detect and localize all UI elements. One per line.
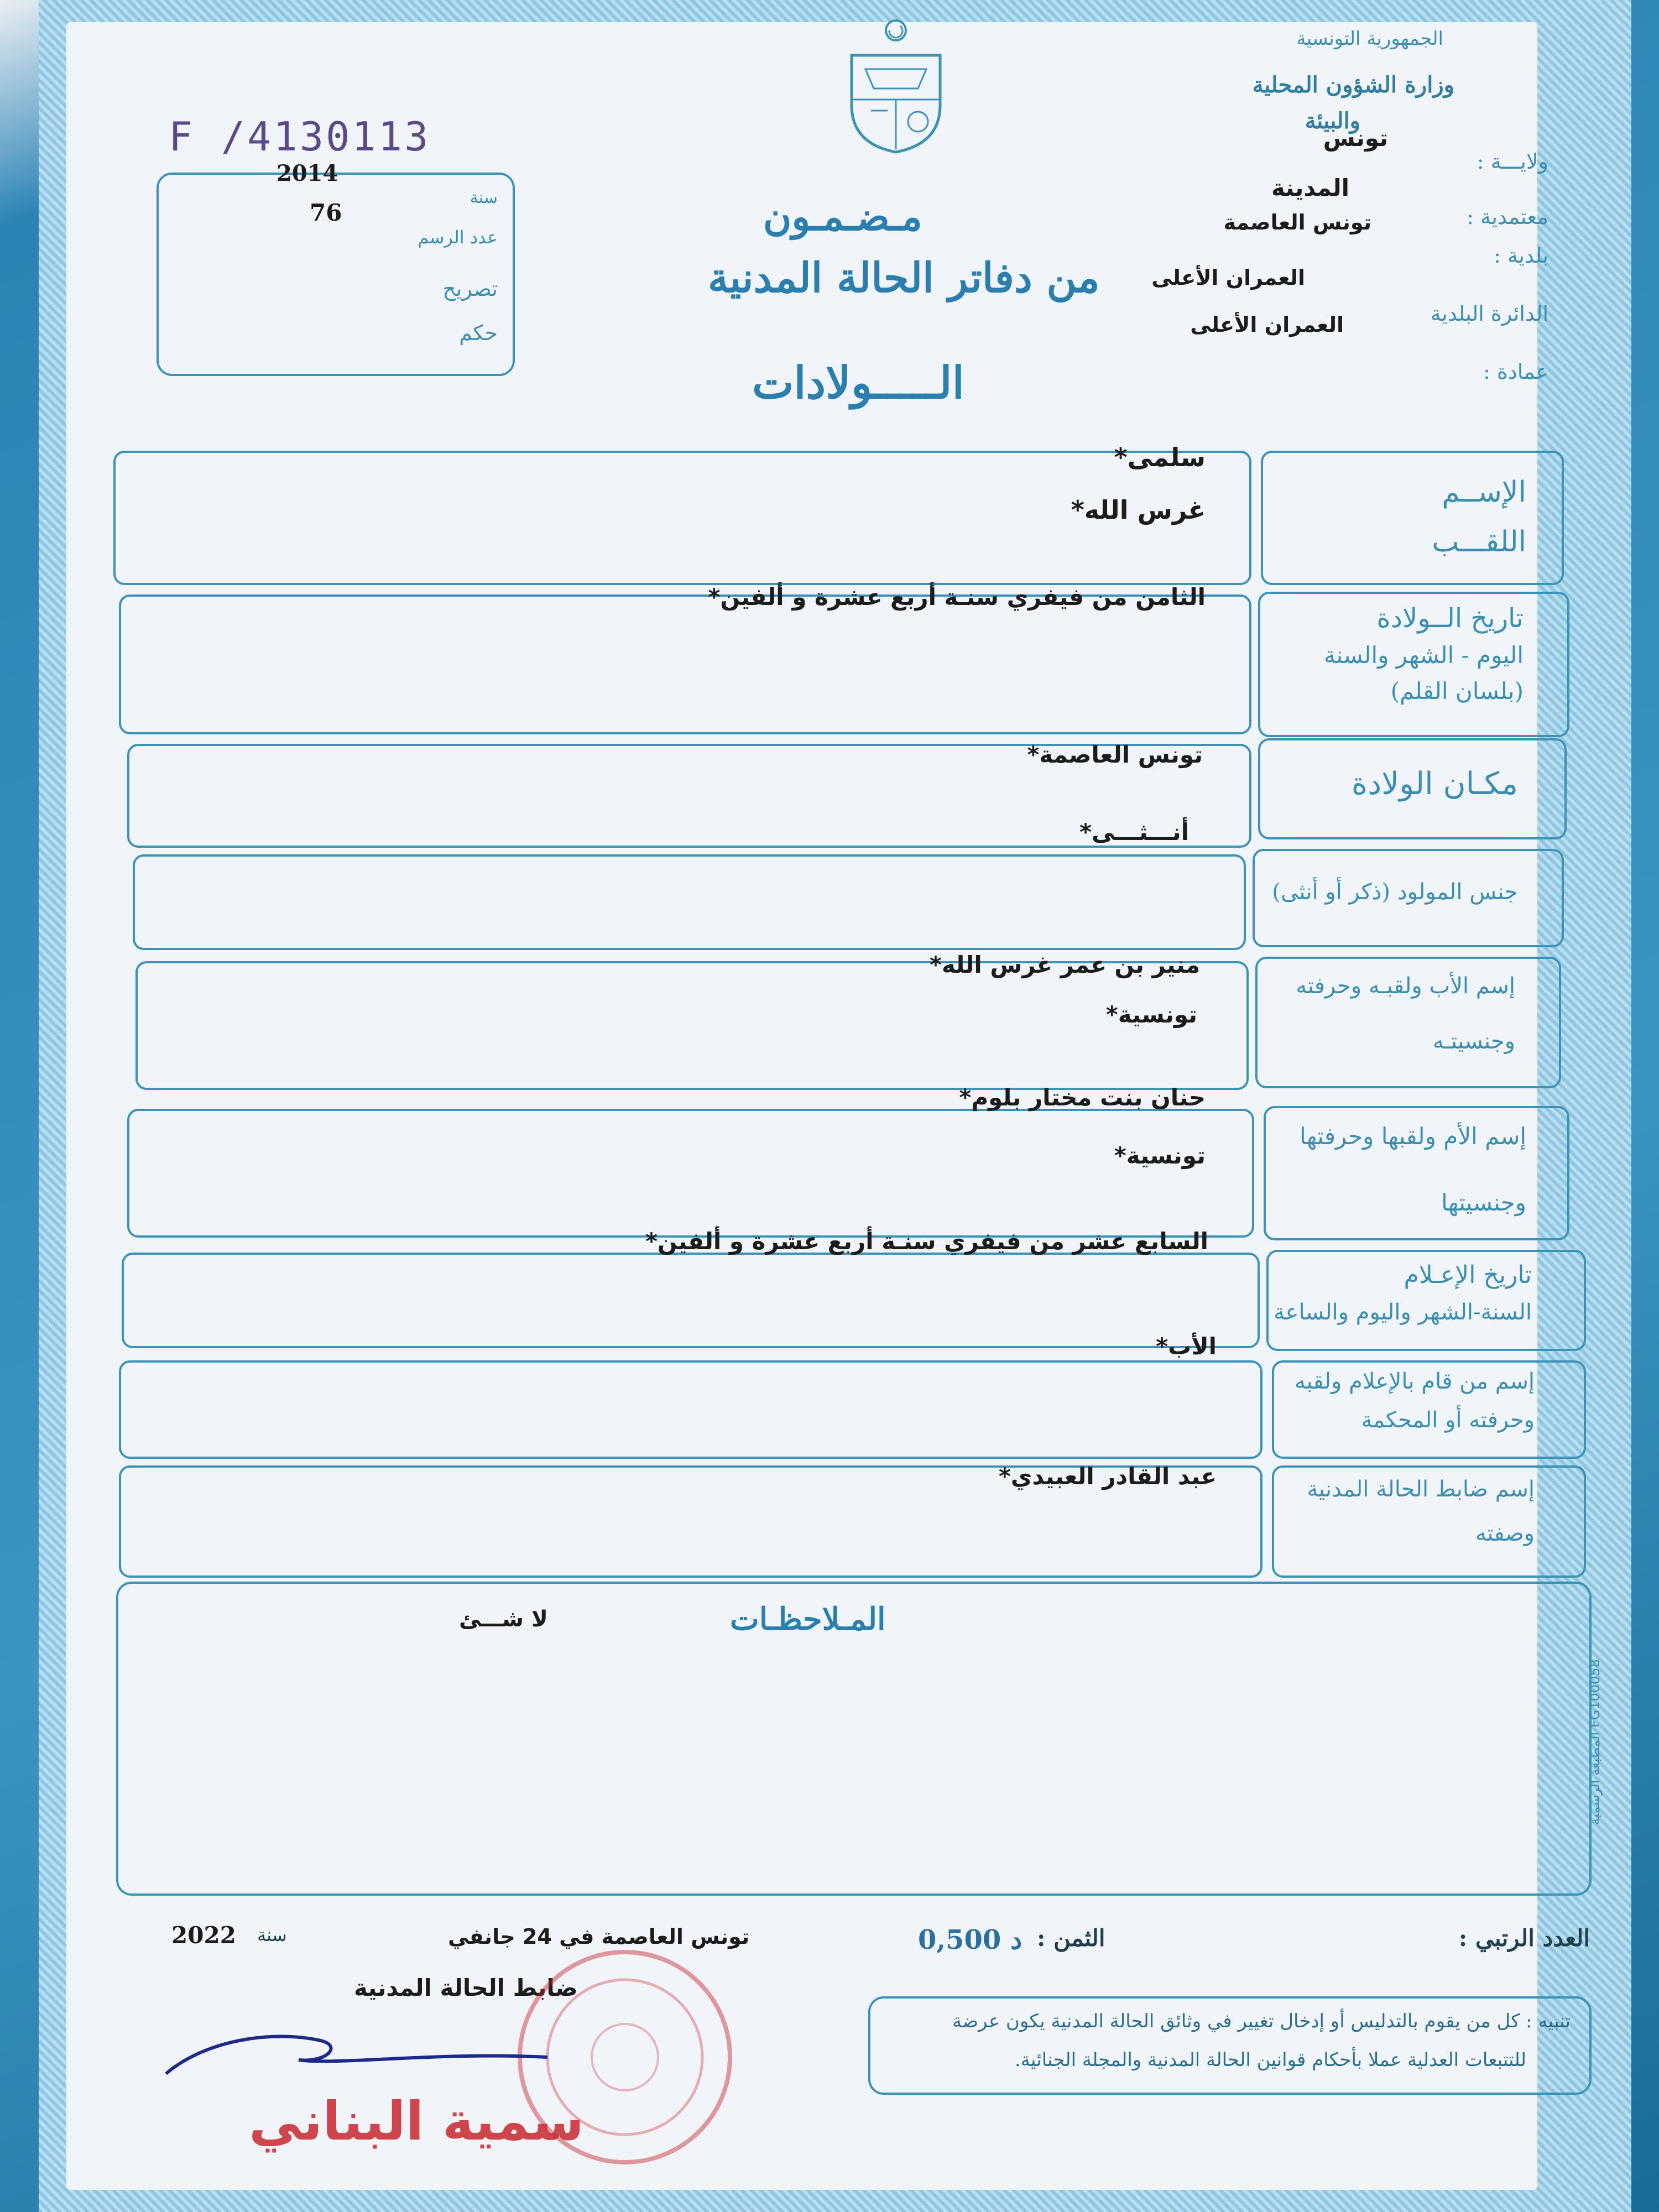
- declarant-sublabel: وحرفته أو المحكمة: [1361, 1407, 1535, 1433]
- registration-number-label: عدد الرسم: [418, 227, 498, 248]
- judgment-label: حكم: [459, 321, 498, 345]
- title-line1: مـضـمـون: [763, 194, 922, 239]
- officer-name-stamp: سمية البناني: [249, 2090, 585, 2152]
- officer-title: ضابط الحالة المدنية: [354, 1974, 578, 2001]
- birth-date-value: الثامن من فيفري سنـة أربع عشرة و ألفين*: [708, 583, 1206, 611]
- municipality-value: تونس العاصمة: [1223, 210, 1371, 234]
- year-label: سنة: [257, 1924, 287, 1945]
- sex-value-box: [133, 854, 1246, 950]
- tunisia-coat-of-arms-icon: [841, 17, 951, 155]
- municipality-label: بلدية :: [1494, 243, 1548, 268]
- registration-number-value: 76: [310, 199, 342, 226]
- name-label-box: [1261, 451, 1564, 585]
- remarks-label: المـلاحظـات: [730, 1601, 886, 1637]
- serial-number-label: العدد الرتبي :: [1458, 1924, 1590, 1952]
- municipal-district-value: العمران الأعلى: [1190, 312, 1344, 337]
- father-name-value: منير بن عمر غرس الله*: [930, 951, 1200, 978]
- warning-line1: تنبيه : كل من يقوم بالتدليس أو إدخال تغيير في وثائق الحالة المدنية يكون عرضة: [952, 2010, 1571, 2032]
- declaration-date-value-box: [122, 1253, 1260, 1348]
- mother-value-box: [127, 1109, 1254, 1238]
- title-births: الـــــولادات: [752, 357, 964, 409]
- first-name-label: الإســم: [1442, 476, 1526, 509]
- signature-icon: [160, 2018, 559, 2096]
- imada-label: عمادة :: [1483, 359, 1548, 384]
- delegation-value: المدينة: [1271, 174, 1349, 201]
- declarant-value-box: [119, 1360, 1262, 1459]
- place-date: تونس العاصمة في 24 جانفي: [448, 1924, 750, 1949]
- birth-date-label: تاريخ الــولادة: [1376, 603, 1524, 634]
- price-label: الثمن :: [1037, 1924, 1105, 1952]
- father-nationality-value: تونسية*: [1105, 1001, 1197, 1028]
- birth-place-value: تونس العاصمة*: [1027, 741, 1203, 768]
- declaration-date-value: السابع عشر من فيفري سنـة أربع عشرة و ألفين*: [645, 1228, 1208, 1255]
- declaration-date-sublabel: السنة-الشهر واليوم والساعة: [1274, 1300, 1532, 1325]
- first-name-value: سلمى*: [1114, 442, 1206, 472]
- printer-mark: المطبعة الرسمية FG100058: [1587, 1659, 1603, 1825]
- mother-name-value: حنان بنت مختار بلوم*: [959, 1084, 1206, 1111]
- mother-label: إسم الأم ولقبها وحرفتها: [1300, 1123, 1526, 1150]
- title-line2: من دفاتر الحالة المدنية: [708, 254, 1100, 302]
- registration-year-label: سنة: [469, 188, 498, 207]
- sex-label: جنس المولود (ذكر أو أنثى): [1272, 879, 1518, 905]
- father-label: إسم الأب ولقبـه وحرفته: [1296, 973, 1515, 999]
- father-nationality-label: وجنسيتـه: [1432, 1029, 1515, 1054]
- declaration-label: تصريح: [442, 276, 498, 301]
- municipal-district-value-top: العمران الأعلى: [1151, 265, 1305, 290]
- birth-date-value-box: [119, 594, 1251, 734]
- price-value: 0,500 د: [918, 1924, 1022, 1955]
- municipal-district-label: الدائرة البلدية: [1430, 301, 1548, 326]
- ministry-cont-label: والبيئة: [1305, 108, 1360, 134]
- birth-date-words-label: (بلسان القلم): [1390, 677, 1524, 705]
- officer-label: إسم ضابط الحالة المدنية: [1307, 1477, 1535, 1502]
- serial-number: F /4130113: [169, 113, 431, 160]
- registration-year-value: 2014: [276, 160, 338, 186]
- remarks-value: لا شـــئ: [459, 1606, 548, 1632]
- declarant-label: إسم من قام بالإعلام ولقبه: [1295, 1369, 1535, 1394]
- surname-value: غرس الله*: [1071, 495, 1206, 525]
- officer-value: عبد القادر العبيدي*: [998, 1463, 1217, 1490]
- republic-label: الجمهورية التونسية: [1296, 28, 1443, 50]
- mother-nationality-value: تونسية*: [1114, 1142, 1206, 1169]
- father-value-box: [135, 961, 1249, 1090]
- surname-label: اللقـــب: [1432, 525, 1526, 559]
- sex-value: أنـــثـــى*: [1079, 818, 1189, 846]
- declarant-value: الأب*: [1156, 1333, 1217, 1360]
- mother-nationality-label: وجنسيتها: [1441, 1189, 1526, 1216]
- birth-date-sublabel: اليوم - الشهر والسنة: [1324, 641, 1524, 669]
- declaration-date-label: تاريخ الإعـلام: [1404, 1261, 1532, 1289]
- birth-place-label: مكـان الولادة: [1351, 766, 1518, 802]
- delegation-label: معتمدية :: [1467, 205, 1548, 229]
- year-value: 2022: [171, 1922, 236, 1949]
- warning-line2: للتتبعات العدلية عملا بأحكام قوانين الحالة المدنية والمجلة الجنائية.: [1014, 2049, 1526, 2071]
- governorate-value: تونس: [1323, 124, 1388, 152]
- officer-sublabel: وصفته: [1475, 1521, 1535, 1546]
- ministry-label: وزارة الشؤون المحلية: [1252, 72, 1454, 98]
- governorate-label: ولايـــة :: [1477, 149, 1548, 174]
